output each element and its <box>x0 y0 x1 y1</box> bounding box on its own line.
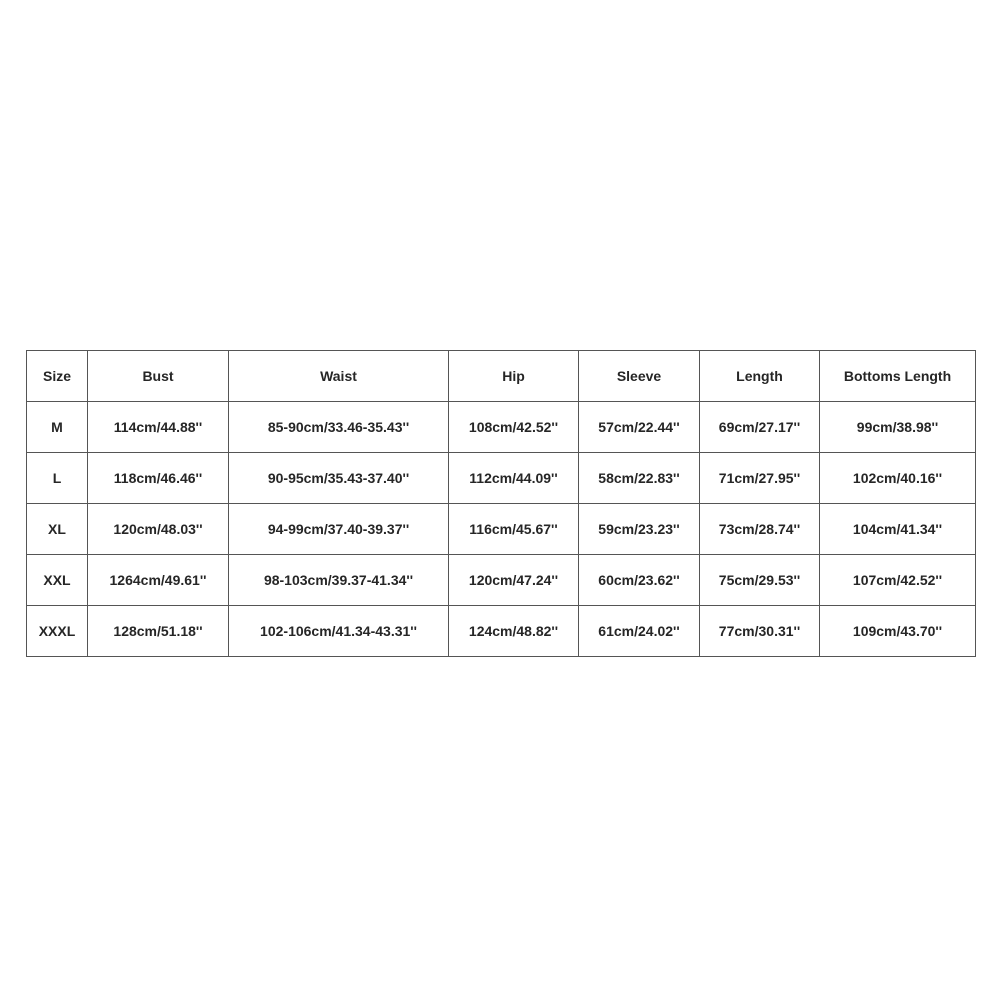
size-cell: XXL <box>27 555 88 606</box>
header-length: Length <box>700 351 820 402</box>
header-row <box>27 351 976 402</box>
sleeve-cell: 61cm/24.02'' <box>579 606 700 657</box>
size-cell: XXXL <box>27 606 88 657</box>
header-bottoms-length: Bottoms Length <box>820 351 976 402</box>
size-cell: L <box>27 453 88 504</box>
bottoms-length-cell: 104cm/41.34'' <box>820 504 976 555</box>
header-waist: Waist <box>229 351 449 402</box>
header-sleeve: Sleeve <box>579 351 700 402</box>
hip-cell: 116cm/45.67'' <box>449 504 579 555</box>
bust-cell: 114cm/44.88'' <box>88 402 229 453</box>
hip-cell: 124cm/48.82'' <box>449 606 579 657</box>
bust-cell: 120cm/48.03'' <box>88 504 229 555</box>
header-hip: Hip <box>449 351 579 402</box>
hip-cell: 108cm/42.52'' <box>449 402 579 453</box>
bottoms-length-cell: 99cm/38.98'' <box>820 402 976 453</box>
length-cell: 71cm/27.95'' <box>700 453 820 504</box>
bust-cell: 1264cm/49.61'' <box>88 555 229 606</box>
bust-cell: 128cm/51.18'' <box>88 606 229 657</box>
waist-cell: 102-106cm/41.34-43.31'' <box>229 606 449 657</box>
waist-cell: 90-95cm/35.43-37.40'' <box>229 453 449 504</box>
length-cell: 75cm/29.53'' <box>700 555 820 606</box>
length-cell: 69cm/27.17'' <box>700 402 820 453</box>
waist-cell: 98-103cm/39.37-41.34'' <box>229 555 449 606</box>
hip-cell: 120cm/47.24'' <box>449 555 579 606</box>
bottoms-length-cell: 102cm/40.16'' <box>820 453 976 504</box>
table-row <box>27 453 976 504</box>
table-row <box>27 555 976 606</box>
length-cell: 73cm/28.74'' <box>700 504 820 555</box>
size-cell: M <box>27 402 88 453</box>
length-cell: 77cm/30.31'' <box>700 606 820 657</box>
sleeve-cell: 58cm/22.83'' <box>579 453 700 504</box>
table-row <box>27 606 976 657</box>
table-row <box>27 402 976 453</box>
size-cell: XL <box>27 504 88 555</box>
header-bust: Bust <box>88 351 229 402</box>
header-size: Size <box>27 351 88 402</box>
sleeve-cell: 57cm/22.44'' <box>579 402 700 453</box>
size-chart-table <box>26 350 976 657</box>
bottoms-length-cell: 107cm/42.52'' <box>820 555 976 606</box>
bust-cell: 118cm/46.46'' <box>88 453 229 504</box>
waist-cell: 85-90cm/33.46-35.43'' <box>229 402 449 453</box>
waist-cell: 94-99cm/37.40-39.37'' <box>229 504 449 555</box>
table-row <box>27 504 976 555</box>
hip-cell: 112cm/44.09'' <box>449 453 579 504</box>
sleeve-cell: 60cm/23.62'' <box>579 555 700 606</box>
sleeve-cell: 59cm/23.23'' <box>579 504 700 555</box>
bottoms-length-cell: 109cm/43.70'' <box>820 606 976 657</box>
